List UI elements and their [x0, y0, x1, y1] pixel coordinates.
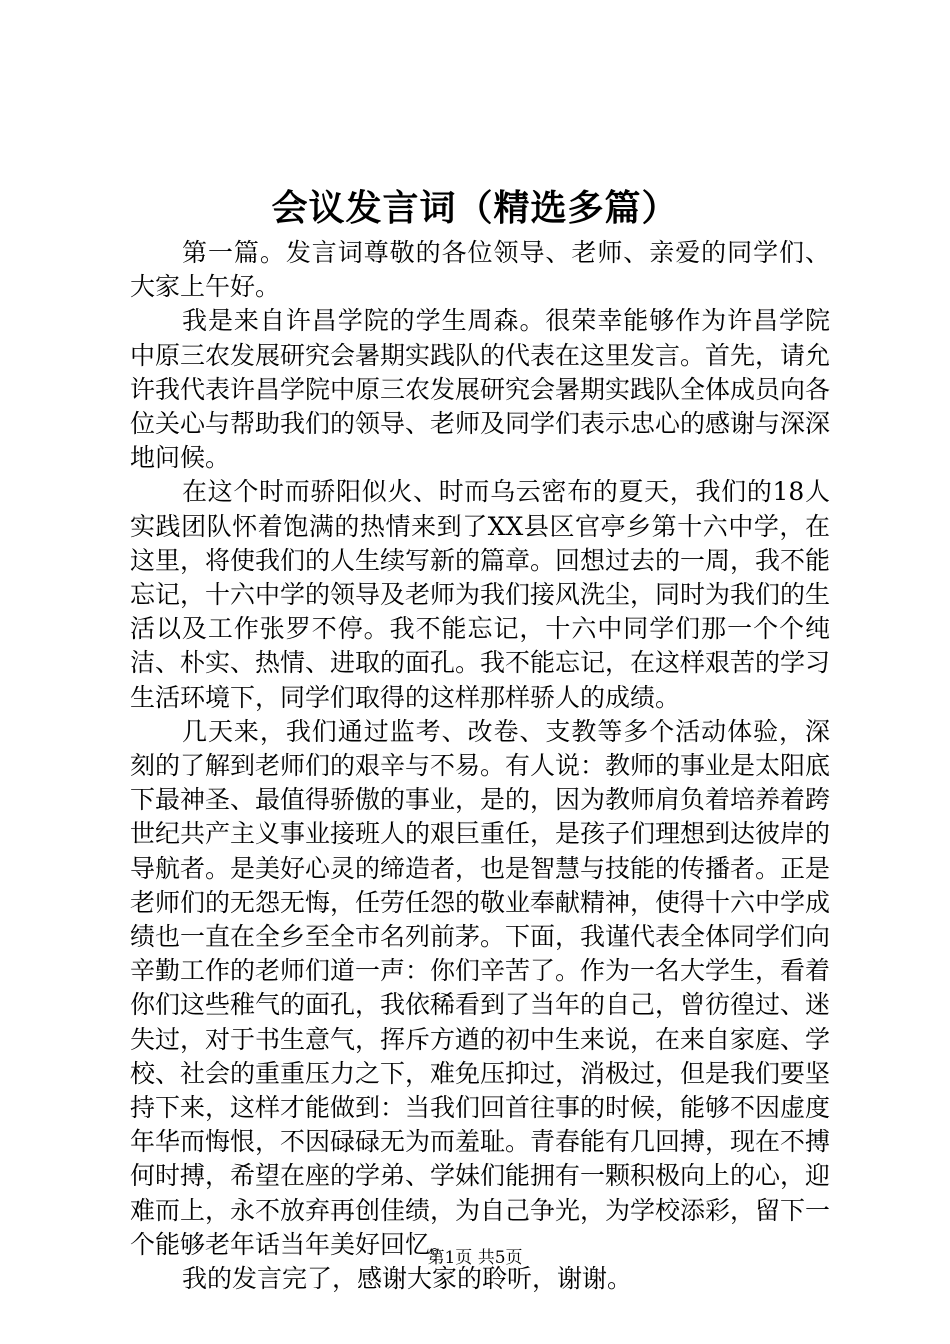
page-number-footer: 第1页 共5页 — [427, 1248, 523, 1268]
document-title: 会议发言词（精选多篇） — [271, 187, 679, 229]
paragraph-2: 我是来自许昌学院的学生周森。很荣幸能够作为许昌学院中原三农发展研究会暑期实践队的代表在这里发言。首先，请允许我代表许昌学院中原三农发展研究会暑期实践队全体成员向各位关心与帮助我们的领导、老师及同学们表示忠心的感谢与深深地问候。 — [130, 306, 831, 473]
paragraph-5: 我的发言完了，感谢大家的聆听，谢谢。 — [182, 1264, 633, 1294]
paragraph-4: 几天来，我们通过监考、改卷、支教等多个活动体验，深刻的了解到老师们的艰辛与不易。有人说：教师的事业是太阳底下最神圣、最值得骄傲的事业，是的，因为教师肩负着培养着跨世纪共产主义事业接班人的艰巨重任，是孩子们理想到达彼岸的导航者。是美好心灵的缔造者，也是智慧与技能的传播者。正是老师们的无怨无悔，任劳任怨的敬业奉献精神，使得十六中学成绩也一直在全乡至全市名列前茅。下面，我谨代表全体同学们向辛勤工作的老师们道一声：你们辛苦了。作为一名大学生，看着你们这些稚气的面孔，我依稀看到了当年的自己，曾彷徨过、迷失过，对于书生意气，挥斥方遒的初中生来说，在来自家庭、学校、社会的重重压力之下，难免压抑过，消极过，但是我们要坚持下来，这样才能做到：当我们回首往事的时候，能够不因虚度年华而悔恨，不因碌碌无为而羞耻。青春能有几回搏，现在不搏何时搏，希望在座的学弟、学妹们能拥有一颗积极向上的心，迎难而上，永不放弃再创佳绩，为自己争光，为学校添彩，留下一个能够老年话当年美好回忆。 — [130, 716, 831, 1259]
paragraph-3: 在这个时而骄阳似火、时而乌云密布的夏天，我们的18人实践团队怀着饱满的热情来到了XX县区官亭乡第十六中学，在这里，将使我们的人生续写新的篇章。回想过去的一周，我不能忘记，十六中学的领导及老师为我们接风洗尘，同时为我们的生活以及工作张罗不停。我不能忘记，十六中同学们那一个个纯洁、朴实、热情、进取的面孔。我不能忘记，在这样艰苦的学习生活环境下，同学们取得的这样那样骄人的成绩。 — [130, 477, 831, 712]
document-body — [130, 236, 830, 1296]
paragraph-1: 第一篇。发言词尊敬的各位领导、老师、亲爱的同学们、大家上午好。 — [130, 238, 830, 302]
